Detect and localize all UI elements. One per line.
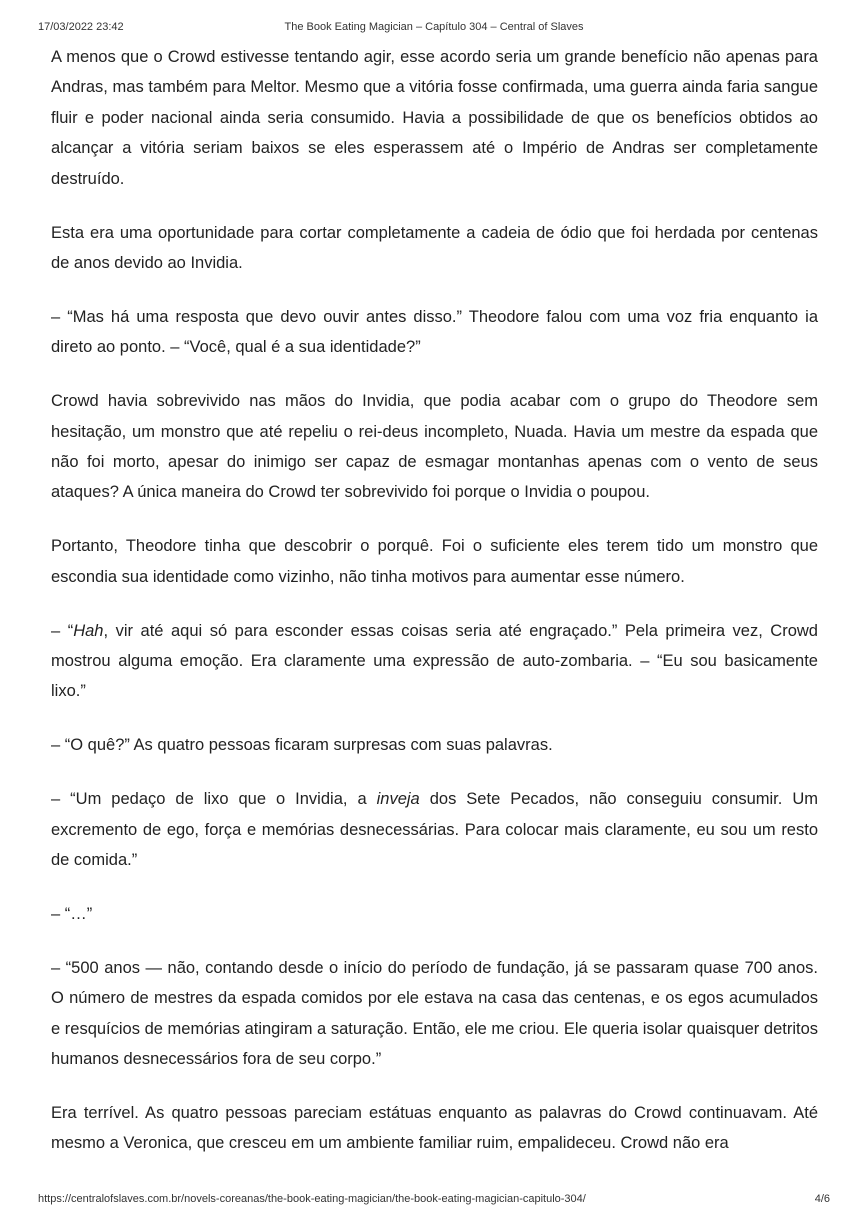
text-run: – “Mas há uma resposta que devo ouvir antes disso.” Theodore falou com uma voz fria enquanto ia direto ao ponto. – “Você, qual é a sua identidade?” (51, 307, 818, 357)
text-run: Crowd havia sobrevivido nas mãos do Invidia, que podia acabar com o grupo do Theodore sem hesitação, um monstro que até repeliu o rei-deus incompleto, Nuada. Havia um mestre da espada que não foi morto, apesar do inimigo ser capaz de esmagar montanhas apenas com o vento de seus ataques? A única maneira do Crowd ter sobrevivido foi porque o Invidia o poupou. (51, 392, 818, 502)
text-run: – “500 anos — não, contando desde o início do período de fundação, já se passaram quase 700 anos. O número de mestres da espada comidos por ele estava na casa das centenas, e os egos acumulados e resquícios de memórias atingiram a saturação. Então, ele me criou. Ele queria isolar quaisquer detritos humanos desnecessários fora de seu corpo.” (51, 958, 818, 1069)
page-url: https://centralofslaves.com.br/novels-coreanas/the-book-eating-magician/the-book-eating-magician-capitulo-304/ (38, 1193, 586, 1205)
paragraph (51, 218, 818, 279)
paragraph (51, 1098, 818, 1159)
paragraph (51, 953, 818, 1075)
paragraph (51, 386, 818, 508)
paragraph (51, 899, 818, 929)
text-run: , vir até aqui só para esconder essas coisas seria até engraçado.” Pela primeira vez, Crowd mostrou alguma emoção. Era claramente uma expressão de auto-zombaria. – “Eu sou basicamente lixo.” (51, 621, 818, 701)
italic-text: inveja (376, 790, 420, 809)
text-run: Portanto, Theodore tinha que descobrir o porquê. Foi o suficiente eles terem tido um monstro que escondia sua identidade como vizinho, não tinha motivos para aumentar esse número. (51, 537, 818, 586)
paragraph (51, 531, 818, 592)
italic-text: Hah (73, 621, 104, 640)
article-body (51, 42, 818, 1159)
text-run: A menos que o Crowd estivesse tentando agir, esse acordo seria um grande benefício não apenas para Andras, mas também para Meltor. Mesmo que a vitória fosse confirmada, uma guerra ainda faria sangue fluir e poder nacional ainda seria consumido. Havia a possibilidade de que os benefícios obtidos ao alcançar a vitória seriam baixos se eles esperassem até o Império de Andras ser completamente destruído. (51, 48, 818, 188)
paragraph (51, 784, 818, 875)
print-footer (38, 1193, 830, 1207)
text-run: dos Sete Pecados, não conseguiu consumir. Um excremento de ego, força e memórias desnecessárias. Para colocar mais claramente, eu sou um resto de comida.” (51, 790, 818, 870)
text-run: – “ (51, 621, 74, 640)
paragraph (51, 42, 818, 194)
text-run: Esta era uma oportunidade para cortar completamente a cadeia de ódio que foi herdada por centenas de anos devido ao Invidia. (51, 223, 818, 272)
print-datetime: 17/03/2022 23:42 (38, 21, 124, 33)
print-header (38, 21, 830, 35)
page-title: The Book Eating Magician – Capítulo 304 – Central of Slaves (284, 21, 584, 33)
paragraph (51, 616, 818, 707)
text-run: – “…” (51, 904, 93, 923)
paragraph (51, 730, 818, 760)
page-number: 4/6 (814, 1193, 830, 1205)
text-run: – “O quê?” As quatro pessoas ficaram surpresas com suas palavras. (51, 736, 553, 755)
paragraph (51, 302, 818, 363)
text-run: Era terrível. As quatro pessoas pareciam estátuas enquanto as palavras do Crowd continuavam. Até mesmo a Veronica, que cresceu em um ambiente familiar ruim, empalideceu. Crowd não era (51, 1103, 818, 1153)
text-run: – “Um pedaço de lixo que o Invidia, a (51, 790, 377, 809)
